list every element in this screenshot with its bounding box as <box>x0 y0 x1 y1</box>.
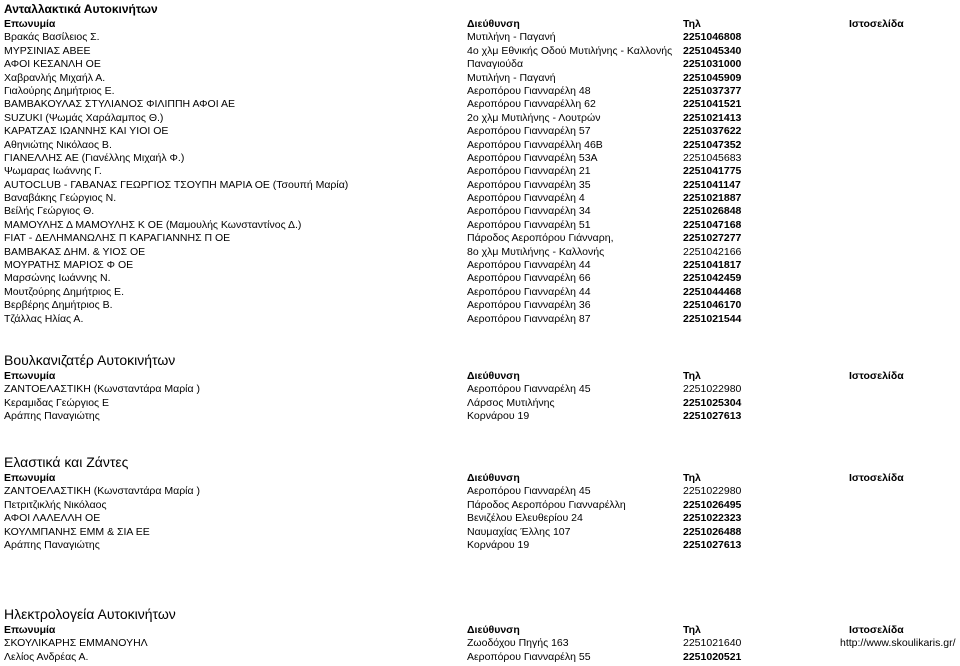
address-cell: Πάροδος Αεροπόρου Γιάνναρη, <box>467 232 614 245</box>
phone-cell: 2251022980 <box>683 383 742 396</box>
address-cell: Πάροδος Αεροπόρου Γιανναρέλλη <box>467 498 626 511</box>
phone-cell: 2251045340 <box>683 44 742 57</box>
table-row <box>0 485 960 498</box>
table-row <box>0 259 960 272</box>
table-row <box>0 232 960 245</box>
company-name-cell: SUZUKI (Ψωμάς Χαράλαμπος Θ.) <box>4 111 164 124</box>
address-cell: Αεροπόρου Γιανναρέλη 36 <box>467 299 591 312</box>
section-tire-repair <box>0 350 960 424</box>
header-website: Ιστοσελίδα <box>849 472 904 484</box>
phone-cell: 2251026848 <box>683 205 742 218</box>
address-cell: Αεροπόρου Γιανναρέλη 55 <box>467 650 591 663</box>
company-name-cell: Μουτζούρης Δημήτριος Ε. <box>4 285 124 298</box>
company-name-cell: ΣΚΟΥΛΙΚΑΡΗΣ ΕΜΜΑΝΟΥΗΛ <box>4 637 148 650</box>
table-body <box>0 383 960 423</box>
address-cell: Αεροπόρου Γιανναρέλη 66 <box>467 272 591 285</box>
section-tires-and-rims <box>0 452 960 552</box>
phone-cell: 2251047168 <box>683 218 742 231</box>
table-row <box>0 139 960 152</box>
address-cell: Κορνάρου 19 <box>467 410 530 423</box>
header-address: Διεύθυνση <box>467 624 520 636</box>
company-name-cell: Βείλής Γεώργιος Θ. <box>4 205 95 218</box>
table-header <box>0 472 960 485</box>
table-body <box>0 31 960 326</box>
company-name-cell: Αράπης Παναγιώτης <box>4 538 100 551</box>
phone-cell: 2251021640 <box>683 637 742 650</box>
address-cell: Αεροπόρου Γιανναρέλη 35 <box>467 178 591 191</box>
address-cell: Αεροπόρου Γιανναρέλη 53Α <box>467 151 598 164</box>
address-cell: Ναυμαχίας Έλλης 107 <box>467 525 571 538</box>
address-cell: Μυτιλήνη - Παγανή <box>467 31 556 44</box>
table-row <box>0 45 960 58</box>
table-row <box>0 637 960 650</box>
address-cell: Αεροπόρου Γιανναρέλη 44 <box>467 259 591 272</box>
company-name-cell: Λελίος Ανδρέας Α. <box>4 650 89 663</box>
header-address: Διεύθυνση <box>467 18 520 30</box>
phone-cell: 2251045909 <box>683 71 742 84</box>
table-row <box>0 651 960 664</box>
table-row <box>0 512 960 525</box>
phone-cell: 2251020521 <box>683 650 742 663</box>
company-name-cell: Πετριτζικλής Νικόλαος <box>4 498 107 511</box>
header-phone: Τηλ <box>683 370 701 382</box>
company-name-cell: Αθηνιώτης Νικόλαος Β. <box>4 138 112 151</box>
phone-cell: 2251037622 <box>683 125 742 138</box>
phone-cell: 2251044468 <box>683 285 742 298</box>
table-body <box>0 637 960 664</box>
company-name-cell: ΖΑΝΤΟΕΛΑΣΤΙΚΗ (Κωνσταντάρα Μαρία ) <box>4 383 200 396</box>
header-name: Επωνυμία <box>4 18 56 30</box>
address-cell: Αεροπόρου Γιανναρέλλη 62 <box>467 98 596 111</box>
company-name-cell: ΜΟΥΡΑΤΗΣ ΜΑΡΙΟΣ Φ ΟΕ <box>4 259 134 272</box>
address-cell: Κορνάρου 19 <box>467 538 530 551</box>
phone-cell: 2251046808 <box>683 31 742 44</box>
table-row <box>0 179 960 192</box>
header-phone: Τηλ <box>683 624 701 636</box>
company-name-cell: ΚΑΡΑΤΖΑΣ ΙΩΑΝΝΗΣ ΚΑΙ ΥΙΟΙ ΟΕ <box>4 125 169 138</box>
table-row <box>0 286 960 299</box>
table-row <box>0 397 960 410</box>
phone-cell: 2251021544 <box>683 312 742 325</box>
table-row <box>0 272 960 285</box>
table-row <box>0 383 960 396</box>
company-name-cell: Χαβρανλής Μιχαήλ Α. <box>4 71 106 84</box>
address-cell: Αεροπόρου Γιανναρέλη 4 <box>467 192 585 205</box>
company-name-cell: Γιαλούρης Δημήτριος Ε. <box>4 84 115 97</box>
phone-cell: 2251031000 <box>683 58 742 71</box>
company-name-cell: Ψωμαρας Ιωάννης Γ. <box>4 165 102 178</box>
address-cell: Αεροπόρου Γιανναρέλη 34 <box>467 205 591 218</box>
phone-cell: 2251027277 <box>683 232 742 245</box>
phone-cell: 2251042459 <box>683 272 742 285</box>
address-cell: Αεροπόρου Γιανναρέλη 48 <box>467 84 591 97</box>
table-row <box>0 499 960 512</box>
company-name-cell: Βαναβάκης Γεώργιος Ν. <box>4 192 117 205</box>
company-name-cell: ΒΑΜΒΑΚΟΥΛΑΣ ΣΤΥΛΙΑΝΟΣ ΦΙΛΙΠΠΗ ΑΦΟΙ ΑΕ <box>4 98 235 111</box>
phone-cell: 2251045683 <box>683 151 742 164</box>
header-name: Επωνυμία <box>4 624 56 636</box>
phone-cell: 2251026495 <box>683 498 742 511</box>
company-name-cell: Βερβέρης Δημήτριος Β. <box>4 299 113 312</box>
address-cell: Αεροπόρου Γιανναρέλλη 46Β <box>467 138 603 151</box>
company-name-cell: ΜΥΡΣΙΝΙΑΣ ΑΒΕΕ <box>4 44 91 57</box>
table-row <box>0 526 960 539</box>
table-row <box>0 219 960 232</box>
company-name-cell: Μαρσώνης Ιωάννης Ν. <box>4 272 111 285</box>
address-cell: Αεροπόρου Γιανναρέλη 21 <box>467 165 591 178</box>
address-cell: 2ο χλμ Μυτιλήνης - Λουτρών <box>467 111 601 124</box>
table-row <box>0 98 960 111</box>
table-header <box>0 624 960 637</box>
header-website: Ιστοσελίδα <box>849 370 904 382</box>
company-name-cell: FIAT - ΔΕΛΗΜΑΝΩΛΗΣ Π ΚΑΡΑΓΙΑΝΝΗΣ Π ΟΕ <box>4 232 231 245</box>
table-header <box>0 18 960 31</box>
company-name-cell: ΒΑΜΒΑΚΑΣ ΔΗΜ. & ΥΙΟΣ ΟΕ <box>4 245 146 258</box>
phone-cell: 2251021887 <box>683 192 742 205</box>
address-cell: Λάρσος Μυτιλήνης <box>467 396 555 409</box>
address-cell: Αεροπόρου Γιανναρέλη 44 <box>467 285 591 298</box>
phone-cell: 2251025304 <box>683 396 742 409</box>
table-row <box>0 313 960 326</box>
address-cell: Ζωοδόχου Πηγής 163 <box>467 637 569 650</box>
company-name-cell: ΜΑΜΟΥΛΗΣ Δ ΜΑΜΟΥΛΗΣ Κ ΟΕ (Μαμουλής Κωνσταντίνος Δ.) <box>4 218 302 231</box>
header-phone: Τηλ <box>683 472 701 484</box>
company-name-cell: ΑΦΟΙ ΚΕΣΑΝΛΗ ΟΕ <box>4 58 101 71</box>
table-row <box>0 58 960 71</box>
header-name: Επωνυμία <box>4 370 56 382</box>
address-cell: Μυτιλήνη - Παγανή <box>467 71 556 84</box>
header-website: Ιστοσελίδα <box>849 624 904 636</box>
header-phone: Τηλ <box>683 18 701 30</box>
company-name-cell: Βρακάς Βασίλειος Σ. <box>4 31 100 44</box>
table-row <box>0 72 960 85</box>
address-cell: Αεροπόρου Γιανναρέλη 45 <box>467 383 591 396</box>
header-website: Ιστοσελίδα <box>849 18 904 30</box>
company-name-cell: Τζάλλας Ηλίας Α. <box>4 312 84 325</box>
phone-cell: 2251027613 <box>683 410 742 423</box>
section-title: Ανταλλακτικά Αυτοκινήτων <box>4 2 158 16</box>
phone-cell: 2251041775 <box>683 165 742 178</box>
address-cell: Βενιζέλου Ελευθερίου 24 <box>467 512 583 525</box>
section-title: Ηλεκτρολογεία Αυτοκινήτων <box>4 606 176 622</box>
company-name-cell: ΑΦΟΙ ΛΑΛΕΛΛΗ ΟΕ <box>4 512 101 525</box>
address-cell: Αεροπόρου Γιανναρέλη 45 <box>467 485 591 498</box>
table-row <box>0 125 960 138</box>
table-row <box>0 152 960 165</box>
website-link[interactable]: http://www.skoulikaris.gr/ <box>840 637 956 650</box>
address-cell: 8ο χλμ Μυτιλήνης - Καλλονής <box>467 245 605 258</box>
section-spare-parts <box>0 0 960 326</box>
company-name-cell: Αράπης Παναγιώτης <box>4 410 100 423</box>
table-row <box>0 205 960 218</box>
address-cell: Αεροπόρου Γιανναρέλη 51 <box>467 218 591 231</box>
table-row <box>0 246 960 259</box>
phone-cell: 2251041817 <box>683 259 742 272</box>
company-name-cell: ΚΟΥΛΜΠΑΝΗΣ ΕΜΜ & ΣΙΑ ΕΕ <box>4 525 150 538</box>
company-name-cell: ΖΑΝΤΟΕΛΑΣΤΙΚΗ (Κωνσταντάρα Μαρία ) <box>4 485 200 498</box>
phone-cell: 2251022980 <box>683 485 742 498</box>
section-title: Ελαστικά και Ζάντες <box>4 454 129 470</box>
phone-cell: 2251041147 <box>683 178 741 191</box>
table-body <box>0 485 960 552</box>
table-row <box>0 112 960 125</box>
table-row <box>0 192 960 205</box>
phone-cell: 2251041521 <box>683 98 742 111</box>
phone-cell: 2251047352 <box>683 138 742 151</box>
company-name-cell: AUTOCLUB - ΓΑΒΑΝΑΣ ΓΕΩΡΓΙΟΣ ΤΣΟΥΠΗ ΜΑΡΙΑ ΟΕ (Τσουπή Μαρία) <box>4 178 349 191</box>
table-row <box>0 299 960 312</box>
table-row <box>0 85 960 98</box>
table-header <box>0 370 960 383</box>
table-row <box>0 539 960 552</box>
phone-cell: 2251027613 <box>683 538 742 551</box>
table-row <box>0 31 960 44</box>
phone-cell: 2251026488 <box>683 525 742 538</box>
phone-cell: 2251037377 <box>683 84 742 97</box>
header-address: Διεύθυνση <box>467 472 520 484</box>
section-auto-electricians <box>0 604 960 664</box>
header-address: Διεύθυνση <box>467 370 520 382</box>
header-name: Επωνυμία <box>4 472 56 484</box>
address-cell: Αεροπόρου Γιανναρέλη 87 <box>467 312 591 325</box>
company-name-cell: ΓΙΑΝΕΛΛΗΣ ΑΕ (Γιανέλλης Μιχαήλ Φ.) <box>4 151 185 164</box>
phone-cell: 2251022323 <box>683 512 742 525</box>
table-row <box>0 410 960 423</box>
address-cell: Παναγιούδα <box>467 58 524 71</box>
address-cell: 4ο χλμ Εθνικής Οδού Μυτιλήνης - Καλλονής <box>467 44 673 57</box>
address-cell: Αεροπόρου Γιανναρέλη 57 <box>467 125 591 138</box>
section-title: Βουλκανιζατέρ Αυτοκινήτων <box>4 352 176 368</box>
phone-cell: 2251046170 <box>683 299 742 312</box>
table-row <box>0 165 960 178</box>
company-name-cell: Κεραμιδας Γεώργιος Ε <box>4 396 110 409</box>
phone-cell: 2251021413 <box>683 111 742 124</box>
phone-cell: 2251042166 <box>683 245 742 258</box>
